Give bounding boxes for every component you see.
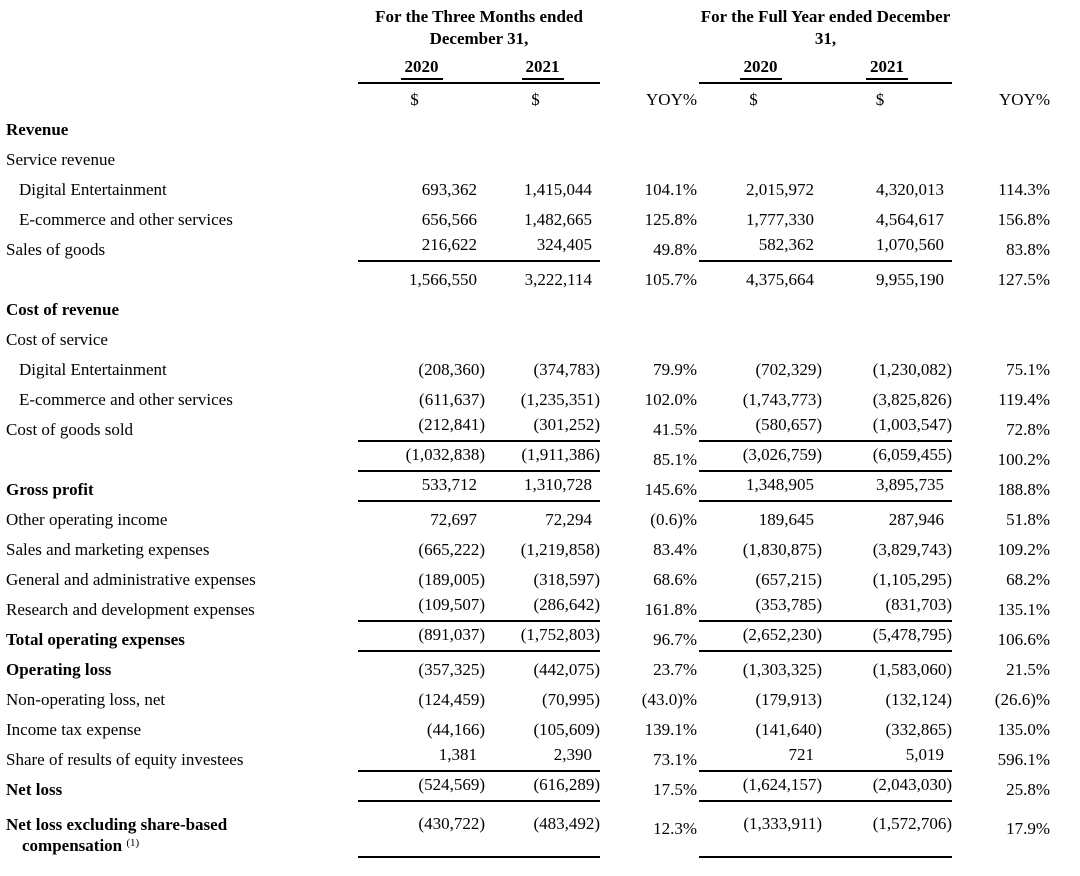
amount-value: 5,019: [822, 741, 952, 771]
year-label: 2021: [866, 56, 908, 79]
table-row: [6, 441, 1052, 471]
yoy-value: 68.6%: [653, 570, 698, 590]
amount-value: 72,294: [545, 510, 593, 530]
yoy-value: [952, 291, 1052, 321]
amount-value: (189,005): [418, 570, 485, 590]
amount-value: 9,955,190: [876, 270, 945, 290]
table-row: [6, 801, 1052, 857]
amount-value: 287,946: [888, 510, 945, 530]
amount-value: (3,829,743): [872, 540, 953, 560]
amount-value: 1,415,044: [524, 180, 593, 200]
amount-value: [822, 141, 952, 171]
amount-value: [699, 321, 822, 351]
amount-value: [822, 291, 952, 321]
amount-value: (3,026,759): [699, 441, 822, 471]
amount-value: 3,895,735: [822, 471, 952, 501]
yoy-value: 73.1%: [653, 750, 698, 770]
amount-value: [822, 321, 952, 351]
amount-value: (70,995): [541, 690, 601, 710]
yoy-value: 114.3%: [998, 180, 1051, 200]
yoy-value: 102.0%: [644, 390, 698, 410]
three-months-period-header: For the Three Months ended December 31,: [375, 7, 583, 48]
amount-value: 2,390: [485, 741, 600, 771]
currency-symbol: $: [749, 90, 758, 110]
amount-value: (1,303,325): [742, 660, 823, 680]
amount-value: [699, 111, 822, 141]
amount-value: (483,492): [485, 801, 600, 857]
row-label: Cost of revenue: [6, 300, 119, 320]
year-label: 2020: [740, 56, 782, 79]
yoy-value: 127.5%: [997, 270, 1051, 290]
amount-value: (1,003,547): [822, 411, 952, 441]
yoy-value: 23.7%: [653, 660, 698, 680]
row-label: [6, 441, 358, 471]
amount-value: 1,777,330: [746, 210, 815, 230]
yoy-value: 135.0%: [997, 720, 1051, 740]
row-label: Sales and marketing expenses: [6, 540, 210, 560]
row-label: Digital Entertainment: [19, 360, 167, 380]
amount-value: [358, 141, 485, 171]
amount-value: (318,597): [533, 570, 601, 590]
amount-value: (141,640): [755, 720, 823, 740]
amount-value: (1,572,706): [822, 801, 952, 857]
amount-value: 3,222,114: [524, 270, 593, 290]
row-label: Total operating expenses: [6, 630, 185, 650]
table-row: [6, 771, 1052, 801]
year-header-fy-2020: [699, 55, 822, 83]
year-label: 2020: [401, 56, 443, 79]
row-label: Cost of goods sold: [6, 420, 134, 440]
table-row: [6, 291, 1052, 321]
table-row: [6, 231, 1052, 261]
amount-value: 582,362: [699, 231, 822, 261]
table-row: [6, 531, 1052, 561]
amount-value: (1,911,386): [485, 441, 600, 471]
table-row: [6, 261, 1052, 291]
amount-value: 533,712: [358, 471, 485, 501]
yoy-value: 105.7%: [644, 270, 698, 290]
amount-value: (353,785): [699, 591, 822, 621]
full-year-period-header: For the Full Year ended December 31,: [700, 7, 951, 48]
row-label: Non-operating loss, net: [6, 690, 166, 710]
row-label: [6, 261, 358, 291]
amount-value: (1,583,060): [872, 660, 953, 680]
amount-value: (212,841): [358, 411, 485, 441]
yoy-value: 109.2%: [997, 540, 1051, 560]
amount-value: [485, 291, 600, 321]
table-row: [6, 681, 1052, 711]
yoy-value: [952, 321, 1052, 351]
yoy-value: [600, 291, 699, 321]
yoy-value: 75.1%: [1006, 360, 1051, 380]
amount-value: (179,913): [755, 690, 823, 710]
amount-value: 1,381: [358, 741, 485, 771]
yoy-value: 145.6%: [644, 480, 698, 500]
amount-value: (5,478,795): [822, 621, 952, 651]
amount-value: 216,622: [358, 231, 485, 261]
amount-value: 1,310,728: [485, 471, 600, 501]
yoy-value: 156.8%: [997, 210, 1051, 230]
yoy-value: 41.5%: [653, 420, 698, 440]
amount-value: (1,743,773): [742, 390, 823, 410]
row-label: E-commerce and other services: [19, 210, 233, 230]
yoy-value: 25.8%: [1006, 780, 1051, 800]
amount-value: (2,043,030): [822, 771, 952, 801]
table-row: [6, 741, 1052, 771]
row-label: Net loss excluding share-based compensation $^{(1)}$: [6, 815, 228, 856]
amount-value: (665,222): [418, 540, 485, 560]
amount-value: [485, 111, 600, 141]
yoy-value: 135.1%: [997, 600, 1051, 620]
amount-value: 4,564,617: [876, 210, 945, 230]
table-row: [6, 591, 1052, 621]
currency-symbol: $: [531, 90, 540, 110]
amount-value: (132,124): [885, 690, 953, 710]
yoy-value: 125.8%: [644, 210, 698, 230]
yoy-header: YOY%: [646, 90, 698, 110]
amount-value: (286,642): [485, 591, 600, 621]
unit-header-row: [6, 83, 1052, 111]
yoy-value: (26.6)%: [994, 690, 1051, 710]
yoy-value: [952, 111, 1052, 141]
amount-value: [699, 141, 822, 171]
amount-value: [699, 291, 822, 321]
amount-value: 656,566: [421, 210, 477, 230]
yoy-value: [600, 111, 699, 141]
yoy-value: (43.0)%: [641, 690, 698, 710]
table-row: [6, 381, 1052, 411]
amount-value: 4,375,664: [746, 270, 815, 290]
amount-value: (891,037): [358, 621, 485, 651]
amount-value: (109,507): [358, 591, 485, 621]
amount-value: 72,697: [430, 510, 477, 530]
amount-value: (580,657): [699, 411, 822, 441]
amount-value: (357,325): [418, 660, 485, 680]
table-row: [6, 321, 1052, 351]
table-row: [6, 201, 1052, 231]
row-label: Operating loss: [6, 660, 112, 680]
amount-value: 2,015,972: [746, 180, 815, 200]
amount-value: (1,333,911): [699, 801, 822, 857]
yoy-value: 139.1%: [644, 720, 698, 740]
yoy-value: 12.3%: [653, 818, 698, 838]
empty-header-cell: [600, 55, 699, 83]
row-label: Net loss: [6, 780, 63, 800]
currency-symbol: $: [410, 90, 419, 110]
amount-value: (1,235,351): [520, 390, 601, 410]
amount-value: (524,569): [358, 771, 485, 801]
yoy-value: 83.8%: [1006, 240, 1051, 260]
empty-header-cell: [6, 83, 358, 111]
yoy-value: 83.4%: [653, 540, 698, 560]
amount-value: (1,032,838): [358, 441, 485, 471]
yoy-value: [600, 141, 699, 171]
yoy-value: [952, 141, 1052, 171]
amount-value: (702,329): [755, 360, 823, 380]
table-row: [6, 621, 1052, 651]
table-row: [6, 111, 1052, 141]
year-label: 2021: [522, 56, 564, 79]
amount-value: (6,059,455): [822, 441, 952, 471]
yoy-value: 106.6%: [997, 630, 1051, 650]
yoy-value: 100.2%: [997, 450, 1051, 470]
row-label: Share of results of equity investees: [6, 750, 244, 770]
amount-value: [485, 321, 600, 351]
amount-value: [358, 321, 485, 351]
amount-value: (2,652,230): [699, 621, 822, 651]
row-label: Research and development expenses: [6, 600, 255, 620]
amount-value: 1,348,905: [699, 471, 822, 501]
table-row: [6, 501, 1052, 531]
row-label: Income tax expense: [6, 720, 141, 740]
yoy-header: YOY%: [999, 90, 1051, 110]
amount-value: (3,825,826): [872, 390, 953, 410]
table-row: [6, 561, 1052, 591]
amount-value: (301,252): [485, 411, 600, 441]
amount-value: (831,703): [822, 591, 952, 621]
row-label: Cost of service: [6, 330, 108, 350]
amount-value: (332,865): [885, 720, 953, 740]
yoy-value: 596.1%: [997, 750, 1051, 770]
row-label: Service revenue: [6, 150, 116, 170]
yoy-value: 85.1%: [653, 450, 698, 470]
row-label: Revenue: [6, 120, 69, 140]
table-row: [6, 651, 1052, 681]
yoy-value: 72.8%: [1006, 420, 1051, 440]
row-label: General and administrative expenses: [6, 570, 256, 590]
empty-header-cell: [6, 6, 358, 55]
empty-header-cell: [952, 55, 1052, 83]
amount-value: (44,166): [426, 720, 485, 740]
amount-value: [485, 141, 600, 171]
yoy-value: 96.7%: [653, 630, 698, 650]
amount-value: (208,360): [418, 360, 485, 380]
amount-value: (124,459): [418, 690, 485, 710]
amount-value: 1,070,560: [822, 231, 952, 261]
amount-value: (1,830,875): [742, 540, 823, 560]
yoy-value: 49.8%: [653, 240, 698, 260]
yoy-value: 188.8%: [997, 480, 1051, 500]
amount-value: (1,105,295): [872, 570, 953, 590]
amount-value: 189,645: [758, 510, 815, 530]
amount-value: (430,722): [358, 801, 485, 857]
row-label: Sales of goods: [6, 240, 106, 260]
footnote-reference: (1): [126, 837, 140, 850]
table-row: [6, 471, 1052, 501]
row-label: Other operating income: [6, 510, 168, 530]
year-header-row: [6, 55, 1052, 83]
empty-header-cell: [600, 6, 699, 55]
yoy-value: 68.2%: [1006, 570, 1051, 590]
period-title-row: [6, 6, 1052, 55]
amount-value: (1,230,082): [872, 360, 953, 380]
amount-value: 693,362: [421, 180, 477, 200]
amount-value: 1,566,550: [409, 270, 477, 290]
table-row: [6, 351, 1052, 381]
amount-value: (1,752,803): [485, 621, 600, 651]
yoy-value: [600, 321, 699, 351]
yoy-value: 104.1%: [644, 180, 698, 200]
table-row: [6, 171, 1052, 201]
income-statement-table: [6, 6, 1052, 858]
yoy-value: 21.5%: [1006, 660, 1051, 680]
year-header-fy-2021: [822, 55, 952, 83]
amount-value: 4,320,013: [876, 180, 945, 200]
row-label: Digital Entertainment: [19, 180, 167, 200]
yoy-value: (0.6)%: [650, 510, 698, 530]
table-row: [6, 411, 1052, 441]
row-label: Gross profit: [6, 480, 94, 500]
empty-header-cell: [6, 55, 358, 83]
amount-value: (616,289): [485, 771, 600, 801]
amount-value: [358, 291, 485, 321]
year-header-3m-2020: [358, 55, 485, 83]
amount-value: (1,219,858): [520, 540, 601, 560]
amount-value: (374,783): [533, 360, 601, 380]
table-row: [6, 711, 1052, 741]
yoy-value: 17.5%: [653, 780, 698, 800]
amount-value: (611,637): [419, 390, 485, 410]
amount-value: 721: [699, 741, 822, 771]
yoy-value: 51.8%: [1006, 510, 1051, 530]
amount-value: 1,482,665: [524, 210, 593, 230]
row-label: E-commerce and other services: [19, 390, 233, 410]
year-header-3m-2021: [485, 55, 600, 83]
table-row: [6, 141, 1052, 171]
amount-value: (657,215): [755, 570, 823, 590]
yoy-value: 17.9%: [1006, 818, 1051, 838]
currency-symbol: $: [875, 90, 885, 110]
amount-value: 324,405: [485, 231, 600, 261]
empty-header-cell: [952, 6, 1052, 55]
amount-value: [358, 111, 485, 141]
amount-value: [822, 111, 952, 141]
yoy-value: 79.9%: [653, 360, 698, 380]
yoy-value: 119.4%: [998, 390, 1051, 410]
amount-value: (1,624,157): [699, 771, 822, 801]
yoy-value: 161.8%: [644, 600, 698, 620]
amount-value: (442,075): [533, 660, 601, 680]
amount-value: (105,609): [533, 720, 601, 740]
